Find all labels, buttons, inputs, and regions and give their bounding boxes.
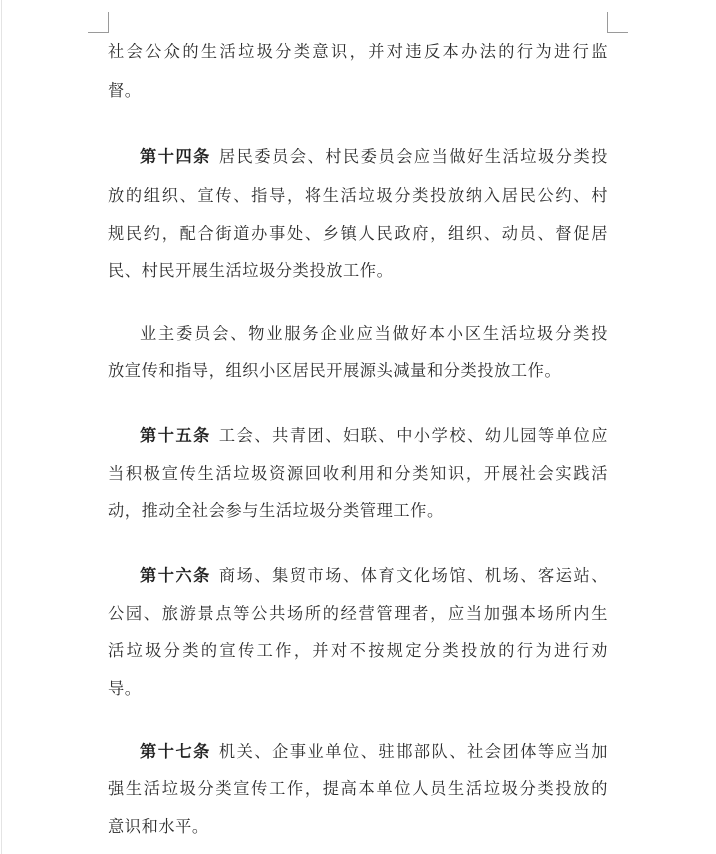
- paragraph-line: 活垃圾分类的宣传工作，并对不按规定分类投放的行为进行劝: [108, 641, 608, 660]
- paragraph-line: 意识和水平。: [108, 817, 209, 836]
- crop-mark-top-right: [607, 12, 608, 32]
- crop-mark-top-right-horizontal: [607, 32, 628, 33]
- article-16-first-line: [140, 566, 608, 586]
- paragraph-line: 社会公众的生活垃圾分类意识，并对违反本办法的行为进行监: [108, 42, 608, 61]
- article-number: 第十六条: [140, 566, 211, 585]
- paragraph-line: 督。: [108, 81, 142, 100]
- paragraph-line: 放宣传和指导，组织小区居民开展源头减量和分类投放工作。: [108, 361, 562, 380]
- article-17-first-line: [140, 742, 608, 762]
- paragraph-text: 商场、集贸市场、体育文化场馆、机场、客运站、: [218, 566, 608, 585]
- paragraph-line: 导。: [108, 679, 142, 698]
- paragraph-text: 工会、共青团、妇联、中小学校、幼儿园等单位应: [218, 426, 608, 445]
- paragraph-line: 放的组织、宣传、指导，将生活垃圾分类投放纳入居民公约、村: [108, 186, 608, 205]
- paragraph-line: 公园、旅游景点等公共场所的经营管理者，应当加强本场所内生: [108, 604, 608, 623]
- paragraph-line: 业主委员会、物业服务企业应当做好本小区生活垃圾分类投: [140, 324, 608, 343]
- article-number: 第十七条: [140, 742, 211, 761]
- paragraph-text: 居民委员会、村民委员会应当做好生活垃圾分类投: [218, 147, 608, 166]
- page-edge: [1, 0, 2, 854]
- paragraph-line: 强生活垃圾分类宣传工作，提高本单位人员生活垃圾分类投放的: [108, 779, 608, 798]
- paragraph-line: 动，推动全社会参与生活垃圾分类管理工作。: [108, 501, 444, 520]
- article-14-first-line: [140, 147, 608, 167]
- paragraph-line: 民、村民开展生活垃圾分类投放工作。: [108, 261, 394, 280]
- paragraph-line: 当积极宣传生活垃圾资源回收利用和分类知识，开展社会实践活: [108, 464, 608, 483]
- article-15-first-line: [140, 426, 608, 446]
- article-number: 第十四条: [140, 147, 211, 166]
- paragraph-line: 规民约，配合街道办事处、乡镇人民政府，组织、动员、督促居: [108, 224, 608, 243]
- paragraph-text: 机关、企事业单位、驻邯部队、社会团体等应当加: [218, 742, 608, 761]
- crop-mark-top-left-horizontal: [88, 32, 109, 33]
- article-number: 第十五条: [140, 426, 211, 445]
- crop-mark-top-left: [108, 12, 109, 32]
